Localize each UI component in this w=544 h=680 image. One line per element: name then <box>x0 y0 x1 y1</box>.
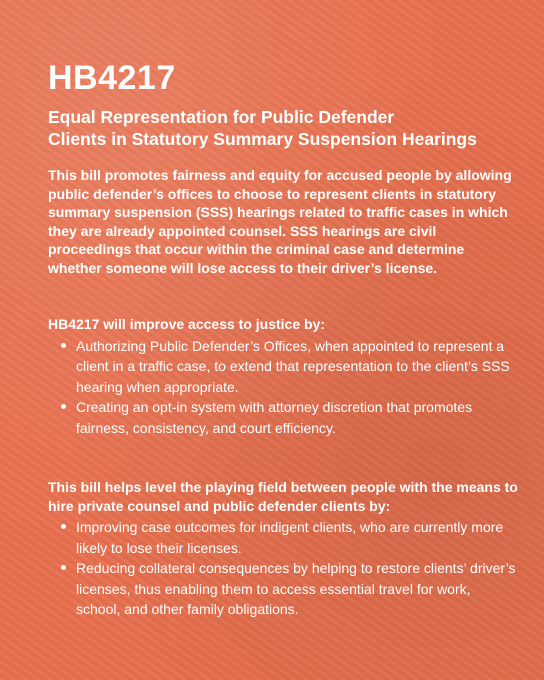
fact-sheet <box>48 58 518 620</box>
bullet-icon <box>61 524 66 529</box>
section-heading: This bill helps level the playing field between people with the means to hire private counsel and public defender clients by: <box>48 479 518 514</box>
list-item: Authorizing Public Defender’s Offices, when appointed to represent a client in a traffic case, to extend that representation to the client’s SSS hearing when appropriate. <box>76 336 518 398</box>
improve-access-section <box>48 315 518 438</box>
bullet-icon <box>61 343 66 348</box>
subtitle-line-1: Equal Representation for Public Defender <box>48 107 395 127</box>
page-title: HB4217 <box>48 59 176 97</box>
subtitle-line-2: Clients in Statutory Summary Suspension Hearings <box>48 129 477 149</box>
list-item: Creating an opt-in system with attorney discretion that promotes fairness, consistency, and court efficiency. <box>76 397 518 438</box>
bullet-list <box>48 517 518 620</box>
page-subtitle <box>48 106 518 150</box>
section-heading: HB4217 will improve access to justice by: <box>48 316 326 332</box>
bullet-list <box>48 336 518 439</box>
bullet-icon <box>61 404 66 409</box>
level-playing-field-section <box>48 478 518 620</box>
bullet-icon <box>61 565 66 570</box>
list-item: Improving case outcomes for indigent clients, who are currently more likely to lose their licenses. <box>76 517 518 558</box>
list-item: Reducing collateral consequences by helping to restore clients’ driver’s licenses, thus enabling them to access essential travel for work, school, and other family obligations. <box>76 558 518 620</box>
intro-paragraph: This bill promotes fairness and equity for accused people by allowing public defender’s offices to choose to represent clients in statutory summary suspension (SSS) hearings related to traffic cases in which they are already appointed counsel. SSS hearings are civil proceedings that occur within the criminal case and determine whether someone will lose access to their driver’s license. <box>48 167 512 276</box>
